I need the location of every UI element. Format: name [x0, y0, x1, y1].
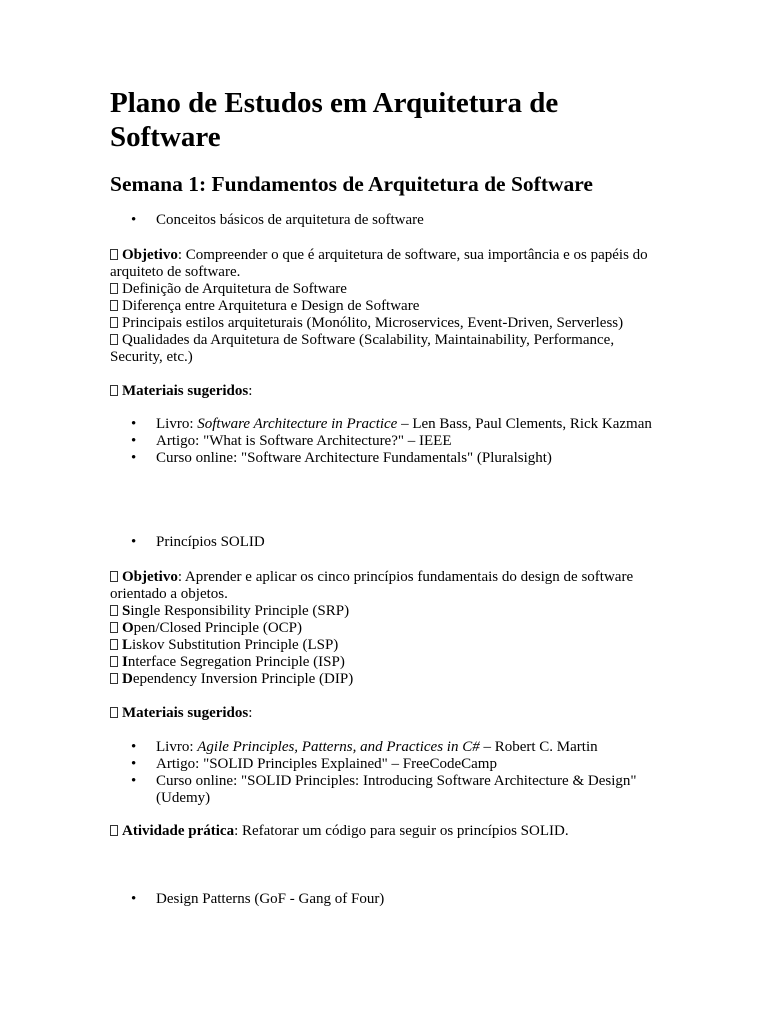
objective-text: : Aprender e aplicar os cinco princípios fundamentais do design de software orientado a objetos.	[110, 569, 634, 602]
placeholder-glyph-icon	[110, 656, 118, 667]
activity-text: : Refatorar um código para seguir os princípios SOLID.	[234, 823, 569, 839]
placeholder-glyph-icon	[110, 825, 118, 836]
material-book: • Livro: Software Architecture in Practice – Len Bass, Paul Clements, Rick Kazman	[110, 416, 670, 433]
topic2-materials-heading: Materiais sugeridos:	[110, 705, 670, 722]
placeholder-glyph-icon	[110, 707, 118, 718]
placeholder-glyph-icon	[110, 639, 118, 650]
placeholder-glyph-icon	[110, 317, 118, 328]
topic2-bullet-list	[110, 534, 670, 551]
topic1-objective-block	[110, 247, 670, 366]
topic2-activity	[110, 823, 670, 840]
solid-principle: Single Responsibility Principle (SRP)	[110, 603, 670, 620]
topic1-bullet: • Conceitos básicos de arquitetura de software	[110, 212, 670, 229]
placeholder-glyph-icon	[110, 571, 118, 582]
material-book: • Livro: Agile Principles, Patterns, and Practices in C# – Robert C. Martin	[110, 739, 670, 756]
topic1-item: Principais estilos arquiteturais (Monólito, Microservices, Event-Driven, Serverless)	[110, 315, 670, 332]
topic3-bullet-list	[110, 891, 670, 908]
activity-label: Atividade prática	[122, 823, 235, 839]
placeholder-glyph-icon	[110, 300, 118, 311]
material-course: • Curso online: "Software Architecture Fundamentals" (Pluralsight)	[110, 450, 670, 467]
topic2-objective	[110, 569, 670, 603]
document-title: Plano de Estudos em Arquitetura de Software	[110, 87, 559, 153]
topic1-item: Qualidades da Arquitetura de Software (Scalability, Maintainability, Performance, Security, etc.)	[110, 332, 615, 365]
placeholder-glyph-icon	[110, 605, 118, 616]
solid-principle: Open/Closed Principle (OCP)	[110, 620, 670, 637]
materials-label: Materiais sugeridos	[122, 383, 249, 399]
objective-label: Objetivo	[122, 247, 178, 263]
book-title: Agile Principles, Patterns, and Practices in C#	[197, 739, 480, 755]
topic2-bullet: • Princípios SOLID	[110, 534, 670, 551]
topic2-objective-block	[110, 569, 670, 688]
placeholder-glyph-icon	[110, 385, 118, 396]
objective-label: Objetivo	[122, 569, 178, 585]
topic1-materials-list	[110, 416, 670, 467]
placeholder-glyph-icon	[110, 249, 118, 260]
solid-principle: Dependency Inversion Principle (DIP)	[110, 671, 670, 688]
placeholder-glyph-icon	[110, 334, 118, 345]
objective-text: : Compreender o que é arquitetura de software, sua importância e os papéis do arquiteto de software.	[110, 247, 648, 280]
week1-heading: Semana 1: Fundamentos de Arquitetura de Software	[110, 172, 593, 196]
topic1-bullet-list	[110, 212, 670, 229]
placeholder-glyph-icon	[110, 283, 118, 294]
solid-principle: Interface Segregation Principle (ISP)	[110, 654, 670, 671]
placeholder-glyph-icon	[110, 622, 118, 633]
solid-principle: Liskov Substitution Principle (LSP)	[110, 637, 670, 654]
topic3-bullet: • Design Patterns (GoF - Gang of Four)	[110, 891, 670, 908]
topic2-materials-list	[110, 739, 670, 807]
material-course: • Curso online: "SOLID Principles: Introducing Software Architecture & Design" (Udemy)	[110, 773, 670, 807]
topic1-item: Diferença entre Arquitetura e Design de Software	[110, 298, 670, 315]
book-title: Software Architecture in Practice	[197, 416, 398, 432]
material-article: • Artigo: "What is Software Architecture?" – IEEE	[110, 433, 670, 450]
topic1-item: Definição de Arquitetura de Software	[110, 281, 670, 298]
material-article: • Artigo: "SOLID Principles Explained" – FreeCodeCamp	[110, 756, 670, 773]
topic1-objective	[110, 247, 670, 281]
materials-label: Materiais sugeridos	[122, 705, 249, 721]
topic1-materials-heading: Materiais sugeridos:	[110, 383, 670, 400]
placeholder-glyph-icon	[110, 673, 118, 684]
